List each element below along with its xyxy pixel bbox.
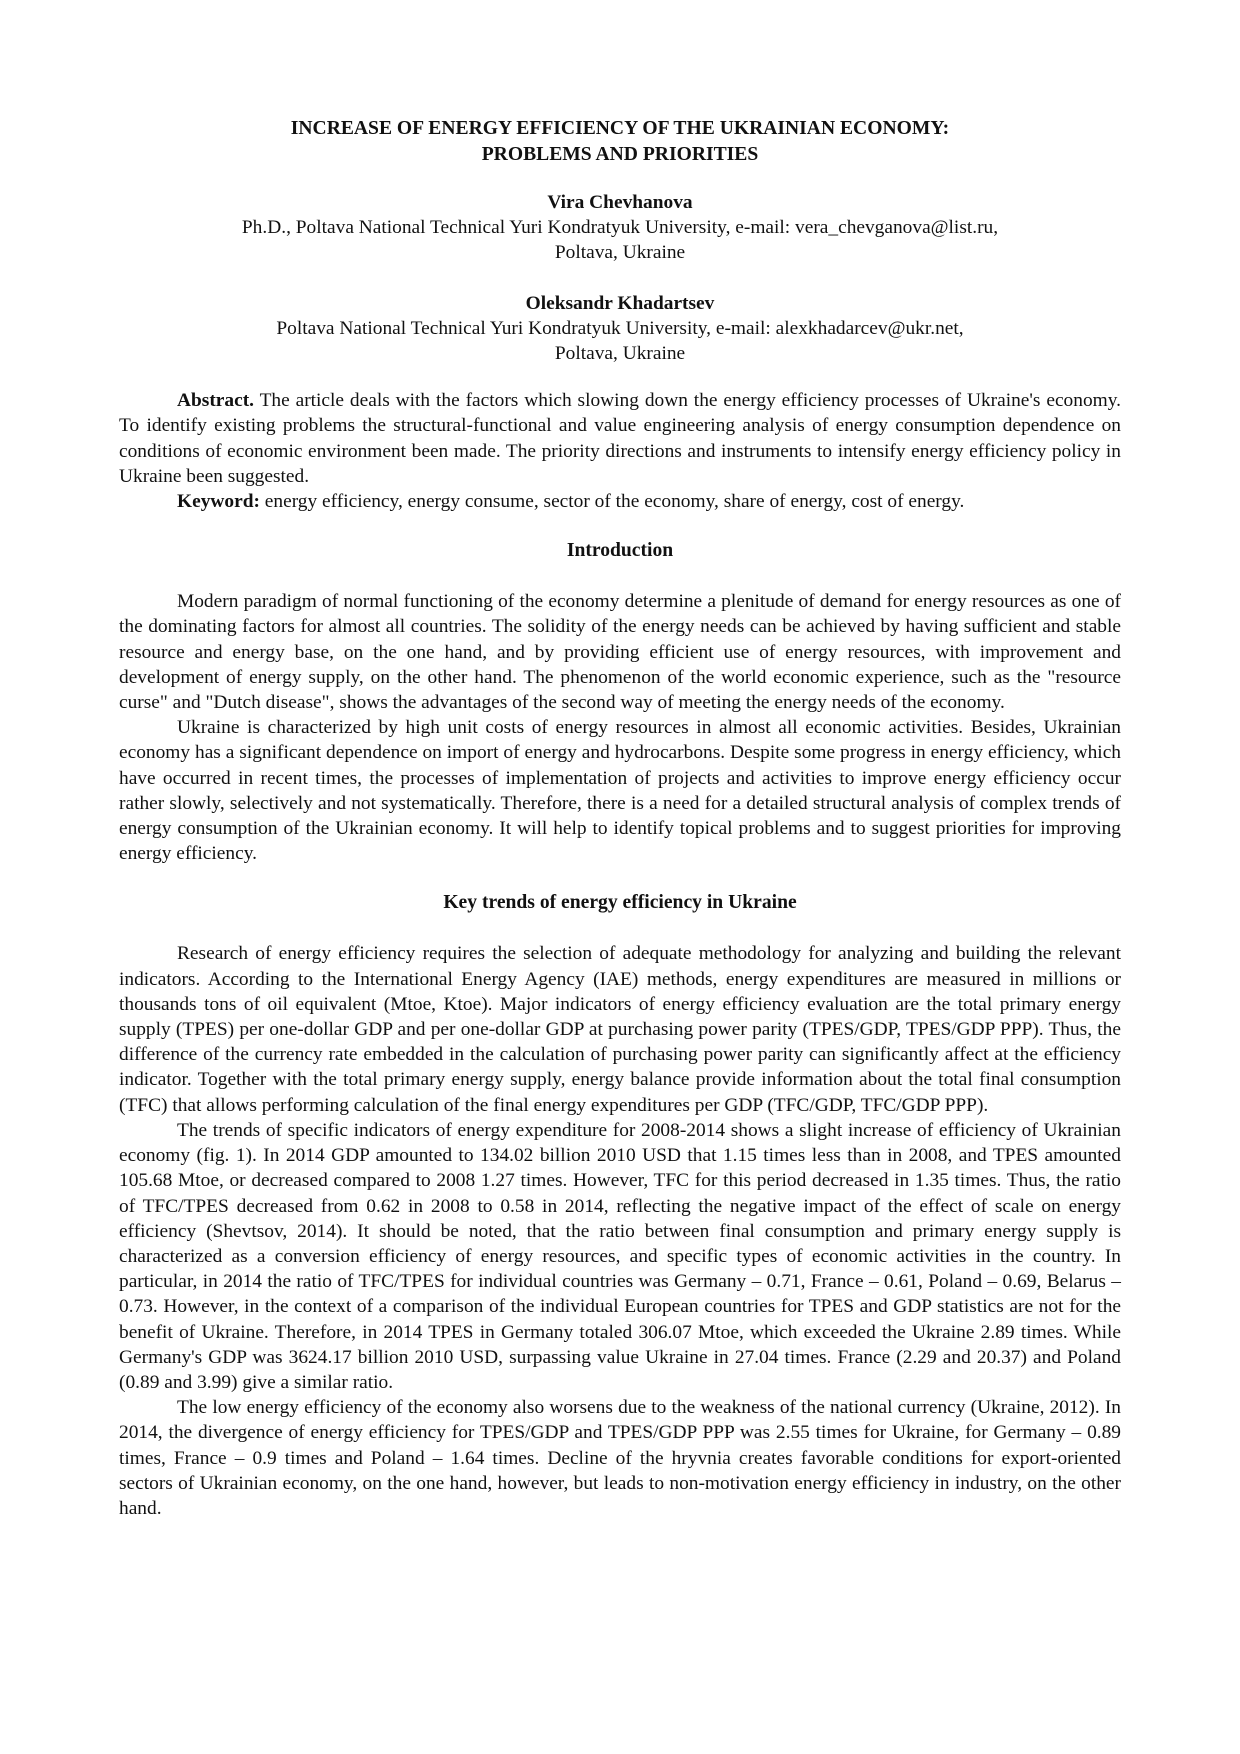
author-location: Poltava, Ukraine	[554, 242, 686, 264]
title-line-2: PROBLEMS AND PRIORITIES	[481, 144, 759, 165]
author-block-2	[119, 291, 1121, 367]
abstract-block	[119, 388, 1121, 514]
keyword-text: energy efficiency, energy consume, sector of the economy, share of energy, cost of energy.	[264, 491, 965, 513]
author-affiliation: Ph.D., Poltava National Technical Yuri Kondratyuk University, e-mail: vera_chevganova@list.ru,	[241, 217, 999, 239]
abstract-label: Abstract.	[177, 390, 255, 412]
author-affiliation: Poltava National Technical Yuri Kondratyuk University, e-mail: alexkhadarcev@ukr.net,	[276, 317, 964, 339]
paper-title	[119, 116, 1121, 168]
author-location: Poltava, Ukraine	[554, 343, 686, 365]
title-line-1: INCREASE OF ENERGY EFFICIENCY OF THE UKRAINIAN ECONOMY:	[290, 118, 950, 139]
keywords	[119, 489, 1121, 514]
paragraph: The trends of specific indicators of energy expenditure for 2008-2014 shows a slight increase of efficiency of Ukrainian economy (fig. 1). In 2014 GDP amounted to 134.02 billion 2010 USD that 1.15 times less than in 2008, and TPES amounted 105.68 Mtoe, or decreased compared to 2008 1.27 times. However, TFC for this period decreased in 1.35 times. Thus, the ratio of TFC/TPES decreased from 0.62 in 2008 to 0.58 in 2014, reflecting the negative impact of the effect of scale on energy efficiency (Shevtsov, 2014). It should be noted, that the ratio between final consumption and primary energy supply is characterized as a conversion efficiency of energy resources, and specific types of economic activities in the country. In particular, in 2014 the ratio of TFC/TPES for individual countries was Germany – 0.71, France – 0.61, Poland – 0.69, Belarus – 0.73. However, in the context of a comparison of the individual European countries for TPES and GDP statistics are not for the benefit of Ukraine. Therefore, in 2014 TPES in Germany totaled 306.07 Mtoe, which exceeded the Ukraine 2.89 times. While Germany's GDP was 3624.17 billion 2010 USD, surpassing value Ukraine in 27.04 times. France (2.29 and 20.37) and Poland (0.89 and 3.99) give a similar ratio.	[119, 1119, 1121, 1393]
paragraph: Ukraine is characterized by high unit costs of energy resources in almost all economic activities. Besides, Ukrainian economy has a significant dependence on import of energy and hydrocarbons. Despite some progress in energy efficiency, which have occurred in recent times, the processes of implementation of projects and activities to improve energy efficiency occur rather slowly, selectively and not systematically. Therefore, there is a need for a detailed structural analysis of complex trends of energy consumption of the Ukrainian economy. It will help to identify topical problems and to suggest priorities for improving energy efficiency.	[119, 717, 1121, 865]
author-block-1	[119, 190, 1121, 266]
keyword-label: Keyword:	[177, 491, 260, 513]
paragraph: Research of energy efficiency requires the selection of adequate methodology for analyzing and building the relevant indicators. According to the International Energy Agency (IAE) methods, energy expenditures are measured in millions or thousands tons of oil equivalent (Mtoe, Ktoe). Major indicators of energy efficiency evaluation are the total primary energy supply (TPES) per one-dollar GDP and per one-dollar GDP at purchasing power parity (TPES/GDP, TPES/GDP PPP). Thus, the difference of the currency rate embedded in the calculation of purchasing power parity can significantly affect at the efficiency indicator. Together with the total primary energy supply, energy balance provide information about the total final consumption (TFC) that allows performing calculation of the final energy expenditures per GDP (TFC/GDP, TFC/GDP PPP).	[119, 943, 1121, 1116]
section-heading-key-trends: Key trends of energy efficiency in Ukraine	[443, 892, 797, 914]
abstract-text: The article deals with the factors which slowing down the energy efficiency processes of Ukraine's economy. To identify existing problems the structural-functional and value engineering analysis of energy consumption dependence on conditions of economic environment been made. The priority directions and instruments to intensify energy efficiency policy in Ukraine been suggested.	[119, 390, 1122, 487]
section-heading-introduction: Introduction	[566, 540, 674, 562]
author-name: Vira Chevhanova	[547, 192, 693, 213]
paragraph: Modern paradigm of normal functioning of the economy determine a plenitude of demand for energy resources as one of the dominating factors for almost all countries. The solidity of the energy needs can be achieved by having sufficient and stable resource and energy base, on the one hand, and by providing efficient use of energy resources, with improvement and development of energy supply, on the other hand. The phenomenon of the world economic experience, such as the "resource curse" and "Dutch disease", shows the advantages of the second way of meeting the energy needs of the economy.	[119, 591, 1121, 714]
abstract	[119, 388, 1121, 489]
author-name: Oleksandr Khadartsev	[525, 292, 715, 314]
paragraph: The low energy efficiency of the economy also worsens due to the weakness of the national currency (Ukraine, 2012). In 2014, the divergence of energy efficiency for TPES/GDP and TPES/GDP PPP was 2.55 times for Ukraine, for Germany – 0.89 times, France – 0.9 times and Poland – 1.64 times. Decline of the hryvnia creates favorable conditions for export-oriented sectors of Ukrainian economy, on the one hand, however, but leads to non-motivation energy efficiency in industry, on the other hand.	[119, 1397, 1121, 1519]
